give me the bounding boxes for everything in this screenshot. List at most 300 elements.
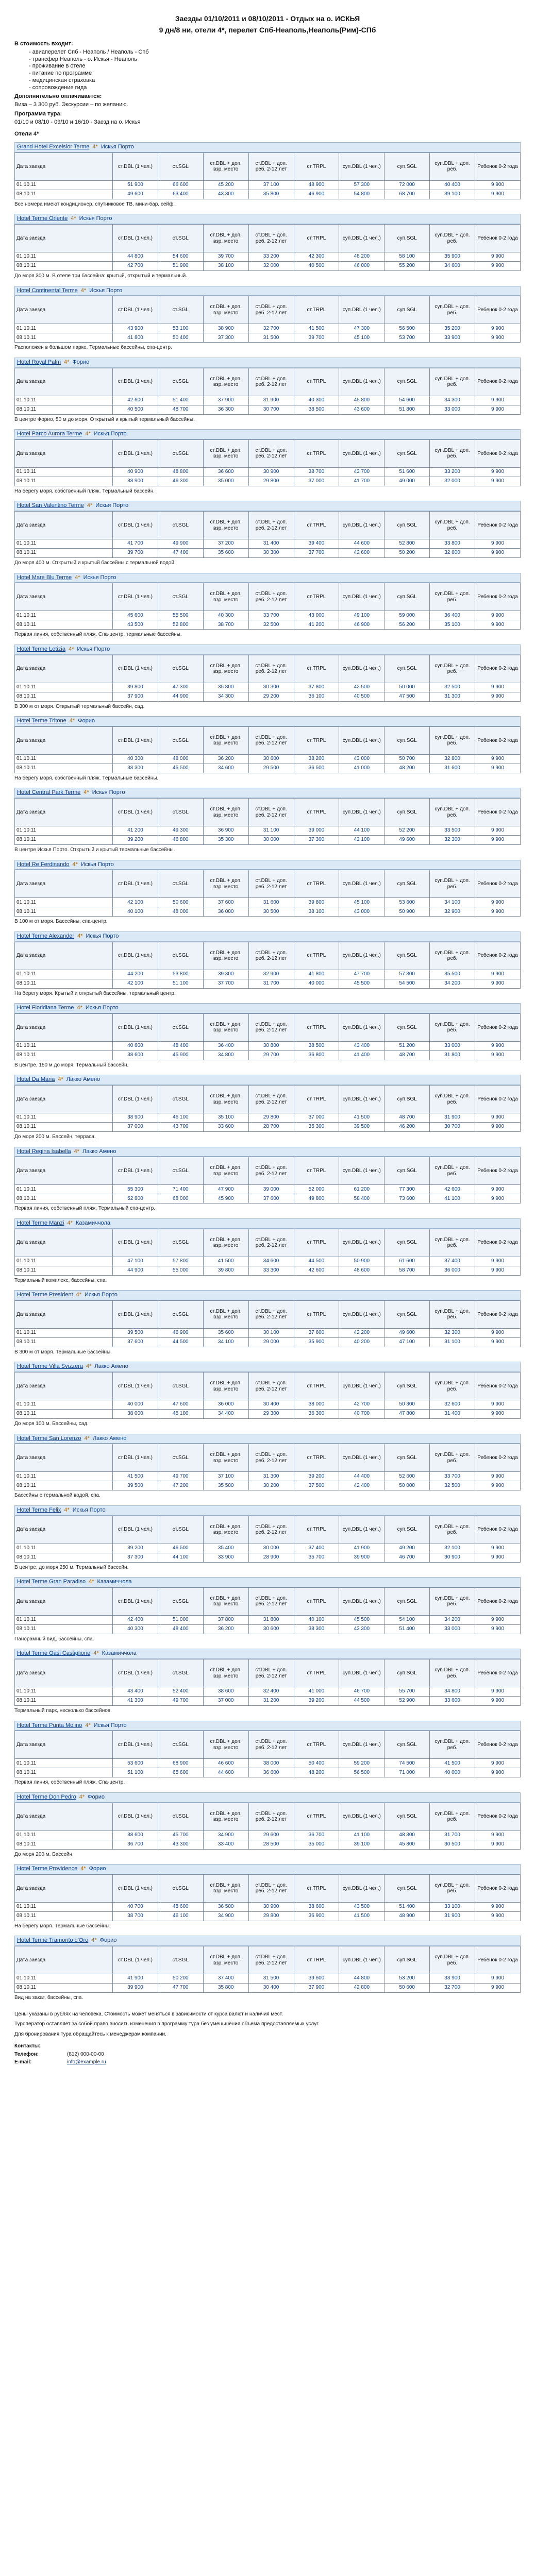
price-cell: 49 100 <box>339 611 384 620</box>
hotel-note: В центре Форио, 50 м до моря. Открытый и крытый термальный бассейны. <box>14 416 195 422</box>
column-header: суп.DBL + доп. реб. <box>430 799 475 826</box>
price-cell: 42 600 <box>430 1185 475 1194</box>
column-header: суп.DBL + доп. реб. <box>430 1803 475 1831</box>
hotel-header <box>14 214 521 224</box>
date-cell: 01.10.11 <box>15 1544 113 1553</box>
hotel-note: Первая линия, собственный пляж. Термальный спа-центр. <box>14 1206 156 1212</box>
price-cell: 43 500 <box>339 1902 384 1911</box>
hotel-header <box>14 860 521 870</box>
price-cell: 68 700 <box>384 190 430 199</box>
price-cell: 44 200 <box>113 970 158 979</box>
price-cell: 41 300 <box>113 1697 158 1706</box>
hotel-stars: 4* <box>76 1292 82 1298</box>
price-cell: 52 800 <box>113 1194 158 1204</box>
price-cell: 53 600 <box>384 898 430 907</box>
price-cell: 9 900 <box>475 1410 521 1419</box>
price-cell: 40 400 <box>430 180 475 190</box>
hotel-location: Искья Порто <box>93 431 127 437</box>
email-label: E-mail: <box>14 2059 32 2065</box>
price-cell: 48 800 <box>158 467 203 477</box>
hotel-name-link[interactable]: Hotel Terme President <box>17 1292 73 1298</box>
price-cell: 30 300 <box>248 683 294 692</box>
price-cell: 48 200 <box>339 252 384 262</box>
price-table <box>14 1587 521 1634</box>
price-cell: 49 600 <box>113 190 158 199</box>
hotel-name-link[interactable]: Hotel Terme Providence <box>17 1866 78 1872</box>
price-cell: 35 200 <box>430 324 475 333</box>
column-header: суп.DBL (1 чел.) <box>339 870 384 898</box>
hotel-name-link[interactable]: Hotel Terme Villa Svizzera <box>17 1363 83 1370</box>
hotel-name-link[interactable]: Hotel Central Park Terme <box>17 789 81 796</box>
price-table <box>14 942 521 989</box>
table-row <box>15 754 521 764</box>
column-header: ст.SGL <box>158 726 203 754</box>
column-header: суп.DBL (1 чел.) <box>339 726 384 754</box>
price-cell: 30 600 <box>248 754 294 764</box>
price-cell: 32 100 <box>430 1544 475 1553</box>
hotel-header <box>14 1864 521 1874</box>
column-header: Ребенок 0-2 года <box>475 1229 521 1257</box>
column-header: ст.DBL + доп. взр. место <box>203 1157 248 1185</box>
price-cell: 9 900 <box>475 467 521 477</box>
page-subtitle: 9 дн/8 ни, отели 4*, перелет Спб-Неаполь,Неаполь(Рим)-СПб <box>159 25 376 34</box>
hotel-note: Первая линия, собственный пляж. Спа-центр. <box>14 1780 125 1786</box>
hotel-stars: 4* <box>83 789 89 796</box>
column-header: ст.TRPL <box>294 1874 339 1902</box>
hotel-name-link[interactable]: Hotel Terme San Lorenzo <box>17 1435 81 1442</box>
price-cell: 54 800 <box>339 190 384 199</box>
date-cell: 01.10.11 <box>15 324 113 333</box>
column-header: ст.DBL + доп. реб. 2-12 лет <box>248 583 294 611</box>
hotel-location: Казамиччола <box>102 1650 137 1657</box>
hotel-name-link[interactable]: Grand Hotel Excelsior Terme <box>17 144 90 150</box>
column-header: Ребенок 0-2 года <box>475 225 521 252</box>
price-cell: 38 900 <box>113 1113 158 1123</box>
price-cell: 36 500 <box>294 764 339 773</box>
price-cell: 48 700 <box>158 405 203 414</box>
price-cell: 56 500 <box>384 324 430 333</box>
price-cell: 57 800 <box>158 1257 203 1266</box>
hotel-block <box>14 214 521 279</box>
hotel-block <box>14 1721 521 1786</box>
price-cell: 35 800 <box>203 683 248 692</box>
hotel-location: Казамиччола <box>97 1579 132 1585</box>
price-cell: 39 200 <box>294 1697 339 1706</box>
date-cell: 08.10.11 <box>15 1768 113 1777</box>
price-cell: 42 100 <box>113 979 158 988</box>
hotel-note: На берегу моря, собственный пляж. Термальный бассейн. <box>14 488 155 494</box>
price-cell: 38 000 <box>113 1410 158 1419</box>
hotel-note: В центре, до моря 250 м. Термальный бассейн. <box>14 1564 129 1570</box>
price-cell: 43 400 <box>113 1687 158 1697</box>
price-cell: 43 700 <box>339 467 384 477</box>
date-cell: 01.10.11 <box>15 1687 113 1697</box>
price-cell: 50 200 <box>384 549 430 558</box>
column-header: ст.DBL + доп. реб. 2-12 лет <box>248 225 294 252</box>
column-header: Дата заезда <box>15 583 113 611</box>
table-row <box>15 467 521 477</box>
price-cell: 38 000 <box>294 1400 339 1410</box>
price-cell: 52 000 <box>294 1185 339 1194</box>
column-header: ст.DBL (1 чел.) <box>113 439 158 467</box>
price-cell: 73 600 <box>384 1194 430 1204</box>
date-cell: 08.10.11 <box>15 1911 113 1921</box>
price-cell: 9 900 <box>475 1257 521 1266</box>
date-cell: 01.10.11 <box>15 1400 113 1410</box>
price-table <box>14 296 521 343</box>
date-cell: 01.10.11 <box>15 1759 113 1768</box>
price-cell: 30 000 <box>248 836 294 845</box>
column-header: Дата заезда <box>15 655 113 683</box>
price-cell: 34 200 <box>430 979 475 988</box>
hotel-name-link[interactable]: Hotel Parco Aurora Terme <box>17 431 82 437</box>
price-cell: 41 500 <box>339 1911 384 1921</box>
price-cell: 31 500 <box>248 333 294 343</box>
price-cell: 47 300 <box>158 683 203 692</box>
price-cell: 30 200 <box>248 1481 294 1490</box>
column-header: суп.SGL <box>384 152 430 180</box>
price-table <box>14 1229 521 1276</box>
table-row <box>15 1123 521 1132</box>
date-cell: 08.10.11 <box>15 333 113 343</box>
price-includes-item: - сопровождение гида <box>29 84 521 92</box>
hotel-block <box>14 860 521 925</box>
price-cell: 35 500 <box>430 970 475 979</box>
price-cell: 28 700 <box>248 1123 294 1132</box>
hotel-name-link[interactable]: Hotel Terme Tritone <box>17 718 66 724</box>
price-cell: 52 800 <box>158 620 203 630</box>
column-header: суп.DBL + доп. реб. <box>430 870 475 898</box>
price-cell: 53 600 <box>113 1759 158 1768</box>
price-cell: 31 800 <box>430 1050 475 1060</box>
price-cell: 39 000 <box>248 1185 294 1194</box>
price-cell: 30 300 <box>248 549 294 558</box>
price-cell: 31 400 <box>430 1410 475 1419</box>
column-header: ст.DBL + доп. взр. место <box>203 1013 248 1041</box>
column-header: ст.DBL + доп. реб. 2-12 лет <box>248 1372 294 1400</box>
price-cell: 30 700 <box>248 405 294 414</box>
price-cell: 41 100 <box>430 1194 475 1204</box>
column-header: суп.DBL (1 чел.) <box>339 152 384 180</box>
price-cell: 41 800 <box>113 333 158 343</box>
hotel-note: На берегу моря, собственный пляж. Термальные бассейны. <box>14 775 159 781</box>
date-cell: 08.10.11 <box>15 477 113 486</box>
table-row <box>15 1481 521 1490</box>
column-header: ст.DBL + доп. взр. место <box>203 152 248 180</box>
date-cell: 01.10.11 <box>15 1974 113 1984</box>
price-cell: 53 100 <box>158 324 203 333</box>
price-cell: 9 900 <box>475 1041 521 1050</box>
hotel-name-link[interactable]: Hotel Terme Alexander <box>17 933 75 939</box>
hotel-stars: 4* <box>71 215 76 222</box>
price-cell: 36 100 <box>294 692 339 701</box>
column-header: суп.DBL (1 чел.) <box>339 583 384 611</box>
hotel-block <box>14 1147 521 1212</box>
price-cell: 32 900 <box>430 907 475 917</box>
column-header: ст.TRPL <box>294 942 339 970</box>
column-header: суп.DBL + доп. реб. <box>430 1157 475 1185</box>
price-cell: 37 100 <box>203 1472 248 1481</box>
hotel-note: До моря 200 м. Бассейн. <box>14 1851 74 1857</box>
hotel-stars: 4* <box>92 144 98 150</box>
hotel-name-link[interactable]: Hotel Continental Terme <box>17 287 78 294</box>
price-cell: 35 100 <box>203 1113 248 1123</box>
table-row <box>15 1911 521 1921</box>
table-row <box>15 1697 521 1706</box>
price-cell: 37 000 <box>294 477 339 486</box>
price-cell: 30 800 <box>248 1041 294 1050</box>
price-cell: 37 300 <box>203 333 248 343</box>
hotel-stars: 4* <box>67 1219 73 1226</box>
column-header: ст.SGL <box>158 1659 203 1687</box>
column-header: суп.SGL <box>384 1300 430 1328</box>
price-cell: 38 700 <box>294 467 339 477</box>
hotel-header <box>14 1505 521 1516</box>
hotel-block <box>14 1362 521 1427</box>
column-header: ст.SGL <box>158 1444 203 1472</box>
price-cell: 47 100 <box>384 1337 430 1347</box>
price-cell: 39 500 <box>113 1328 158 1337</box>
hotel-name-link[interactable]: Hotel Terme Manzi <box>17 1219 64 1226</box>
price-cell: 51 400 <box>384 1902 430 1911</box>
price-cell: 39 900 <box>339 1553 384 1562</box>
column-header: Дата заезда <box>15 799 113 826</box>
price-cell: 48 900 <box>294 180 339 190</box>
hotel-name-link[interactable]: Hotel Terme Letizia <box>17 646 65 652</box>
price-cell: 36 200 <box>203 1624 248 1634</box>
column-header: ст.DBL + доп. реб. 2-12 лет <box>248 1086 294 1113</box>
hotel-name-link[interactable]: Hotel Terme Tramonto d'Oro <box>17 1937 89 1944</box>
price-cell: 41 500 <box>339 1113 384 1123</box>
hotel-name-link[interactable]: Hotel Royal Palm <box>17 359 61 365</box>
column-header: ст.TRPL <box>294 1157 339 1185</box>
price-cell: 43 900 <box>113 324 158 333</box>
column-header: ст.DBL + доп. реб. 2-12 лет <box>248 655 294 683</box>
price-cell: 51 400 <box>158 396 203 405</box>
column-header: ст.SGL <box>158 1229 203 1257</box>
hotel-header <box>14 1577 521 1587</box>
hotel-name-link[interactable]: Hotel Re Ferdinando <box>17 861 70 868</box>
table-row <box>15 1337 521 1347</box>
date-cell: 01.10.11 <box>15 898 113 907</box>
price-cell: 38 500 <box>294 1041 339 1050</box>
date-cell: 08.10.11 <box>15 979 113 988</box>
price-cell: 36 700 <box>294 1831 339 1840</box>
column-header: ст.TRPL <box>294 1587 339 1615</box>
column-header: ст.DBL + доп. реб. 2-12 лет <box>248 1731 294 1759</box>
price-cell: 37 000 <box>113 1123 158 1132</box>
hotel-block <box>14 788 521 853</box>
column-header: ст.DBL + доп. реб. 2-12 лет <box>248 1516 294 1544</box>
price-includes-item: - медицинская страховка <box>29 77 521 84</box>
column-header: ст.TRPL <box>294 655 339 683</box>
price-cell: 30 500 <box>248 907 294 917</box>
column-header: Ребенок 0-2 года <box>475 1874 521 1902</box>
column-header: суп.DBL (1 чел.) <box>339 655 384 683</box>
table-row <box>15 1615 521 1624</box>
hotel-block <box>14 358 521 423</box>
hotel-header <box>14 573 521 583</box>
price-cell: 36 600 <box>203 467 248 477</box>
column-header: суп.SGL <box>384 296 430 324</box>
column-header: ст.DBL + доп. взр. место <box>203 1659 248 1687</box>
hotel-block <box>14 142 521 208</box>
price-cell: 36 000 <box>203 907 248 917</box>
price-cell: 48 000 <box>158 907 203 917</box>
column-header: суп.SGL <box>384 1372 430 1400</box>
price-cell: 9 900 <box>475 1266 521 1275</box>
price-cell: 37 000 <box>203 1697 248 1706</box>
price-cell: 38 500 <box>294 405 339 414</box>
price-cell: 38 300 <box>113 764 158 773</box>
price-includes-label: В стоимость входит: <box>14 41 73 47</box>
hotel-header <box>14 1218 521 1229</box>
hotel-name-link[interactable]: Hotel Terme Oriente <box>17 215 68 222</box>
price-table <box>14 1731 521 1777</box>
hotel-note: Термальный комплекс, бассейны, спа. <box>14 1277 107 1283</box>
price-cell: 39 100 <box>339 1840 384 1849</box>
hotel-stars: 4* <box>77 933 83 939</box>
hotel-name-link[interactable]: Hotel San Valentino Terme <box>17 502 84 509</box>
price-cell: 9 900 <box>475 898 521 907</box>
price-cell: 43 000 <box>339 754 384 764</box>
hotel-location: Лакко Амено <box>94 1363 128 1370</box>
column-header: ст.DBL + доп. взр. место <box>203 799 248 826</box>
contacts <box>14 2043 521 2066</box>
column-header: суп.DBL + доп. реб. <box>430 1013 475 1041</box>
column-header: суп.DBL (1 чел.) <box>339 1300 384 1328</box>
table-row <box>15 764 521 773</box>
column-header: ст.TRPL <box>294 439 339 467</box>
column-header: суп.SGL <box>384 512 430 539</box>
column-header: ст.SGL <box>158 1086 203 1113</box>
price-cell: 46 900 <box>294 190 339 199</box>
hotel-location: Лакко Амено <box>92 1435 127 1442</box>
column-header: суп.SGL <box>384 368 430 396</box>
column-header: Дата заезда <box>15 1946 113 1974</box>
price-cell: 34 600 <box>203 764 248 773</box>
price-includes-item: - проживание в отеле <box>29 63 521 70</box>
price-cell: 43 300 <box>203 190 248 199</box>
hotel-name-link[interactable]: Hotel Da Maria <box>17 1076 55 1083</box>
hotel-name-link[interactable]: Hotel Terme Punta Molino <box>17 1722 82 1728</box>
table-row <box>15 1050 521 1060</box>
price-cell: 50 600 <box>384 1984 430 1993</box>
column-header: Дата заезда <box>15 942 113 970</box>
column-header: ст.SGL <box>158 942 203 970</box>
column-header: ст.DBL + доп. реб. 2-12 лет <box>248 1157 294 1185</box>
hotel-name-link[interactable]: Hotel Terme Oasi Castiglione <box>17 1650 91 1657</box>
price-cell: 41 900 <box>113 1974 158 1984</box>
contacts-label: Контакты: <box>14 2043 41 2049</box>
price-cell: 71 000 <box>384 1768 430 1777</box>
column-header: Дата заезда <box>15 439 113 467</box>
hotel-block <box>14 1864 521 1929</box>
price-cell: 38 300 <box>294 1624 339 1634</box>
date-cell: 08.10.11 <box>15 262 113 271</box>
column-header: суп.DBL + доп. реб. <box>430 152 475 180</box>
table-row <box>15 252 521 262</box>
date-cell: 08.10.11 <box>15 764 113 773</box>
price-cell: 9 900 <box>475 1194 521 1204</box>
column-header: ст.DBL + доп. реб. 2-12 лет <box>248 1300 294 1328</box>
hotel-block <box>14 1290 521 1355</box>
column-header: Ребенок 0-2 года <box>475 1803 521 1831</box>
hotel-location: Лакко Амено <box>66 1076 101 1083</box>
column-header: Ребенок 0-2 года <box>475 870 521 898</box>
price-cell: 36 400 <box>430 611 475 620</box>
price-cell: 43 700 <box>158 1123 203 1132</box>
price-cell: 47 700 <box>158 1984 203 1993</box>
price-cell: 9 900 <box>475 1840 521 1849</box>
column-header: суп.SGL <box>384 942 430 970</box>
price-cell: 9 900 <box>475 979 521 988</box>
price-cell: 31 400 <box>248 539 294 549</box>
column-header: суп.DBL + доп. реб. <box>430 1300 475 1328</box>
column-header: Дата заезда <box>15 1587 113 1615</box>
price-table <box>14 1013 521 1060</box>
hotel-name-link[interactable]: Hotel Floridiana Terme <box>17 1005 74 1011</box>
email-link[interactable]: info@example.ru <box>67 2059 106 2065</box>
price-cell: 46 100 <box>158 1113 203 1123</box>
price-cell: 56 500 <box>339 1768 384 1777</box>
date-cell: 08.10.11 <box>15 692 113 701</box>
column-header: ст.DBL + доп. реб. 2-12 лет <box>248 368 294 396</box>
hotel-name-link[interactable]: Hotel Terme Don Pedro <box>17 1793 76 1800</box>
price-cell: 54 500 <box>384 979 430 988</box>
column-header: ст.DBL + доп. взр. место <box>203 512 248 539</box>
price-cell: 41 200 <box>294 620 339 630</box>
column-header: ст.TRPL <box>294 1229 339 1257</box>
column-header: ст.DBL (1 чел.) <box>113 870 158 898</box>
hotel-name-link[interactable]: Hotel Regina Isabella <box>17 1148 71 1155</box>
footer <box>14 2011 521 2066</box>
price-cell: 9 900 <box>475 1911 521 1921</box>
price-cell: 41 800 <box>294 970 339 979</box>
price-cell: 43 300 <box>339 1624 384 1634</box>
price-cell: 40 300 <box>294 396 339 405</box>
price-cell: 41 500 <box>113 1472 158 1481</box>
price-cell: 34 900 <box>203 1911 248 1921</box>
table-row <box>15 836 521 845</box>
price-cell: 9 900 <box>475 190 521 199</box>
column-header: Ребенок 0-2 года <box>475 1300 521 1328</box>
price-cell: 42 300 <box>294 252 339 262</box>
date-cell: 01.10.11 <box>15 611 113 620</box>
column-header: Ребенок 0-2 года <box>475 296 521 324</box>
price-cell: 32 400 <box>248 1687 294 1697</box>
column-header: ст.TRPL <box>294 296 339 324</box>
column-header: ст.TRPL <box>294 1444 339 1472</box>
column-header: Ребенок 0-2 года <box>475 1444 521 1472</box>
hotel-name-link[interactable]: Hotel Terme Gran Paradiso <box>17 1579 86 1585</box>
column-header: Ребенок 0-2 года <box>475 1946 521 1974</box>
column-header: ст.DBL (1 чел.) <box>113 1803 158 1831</box>
price-cell: 45 800 <box>339 396 384 405</box>
column-header: Дата заезда <box>15 1516 113 1544</box>
hotel-name-link[interactable]: Hotel Mare Blu Terme <box>17 574 72 581</box>
price-cell: 31 700 <box>430 1831 475 1840</box>
column-header: суп.DBL + доп. реб. <box>430 1086 475 1113</box>
price-cell: 44 600 <box>339 539 384 549</box>
price-table <box>14 511 521 558</box>
column-header: суп.DBL + доп. реб. <box>430 655 475 683</box>
price-cell: 30 600 <box>248 1624 294 1634</box>
hotel-name-link[interactable]: Hotel Terme Felix <box>17 1506 61 1513</box>
column-header: ст.DBL (1 чел.) <box>113 1229 158 1257</box>
hotel-header <box>14 1290 521 1300</box>
column-header: ст.SGL <box>158 439 203 467</box>
